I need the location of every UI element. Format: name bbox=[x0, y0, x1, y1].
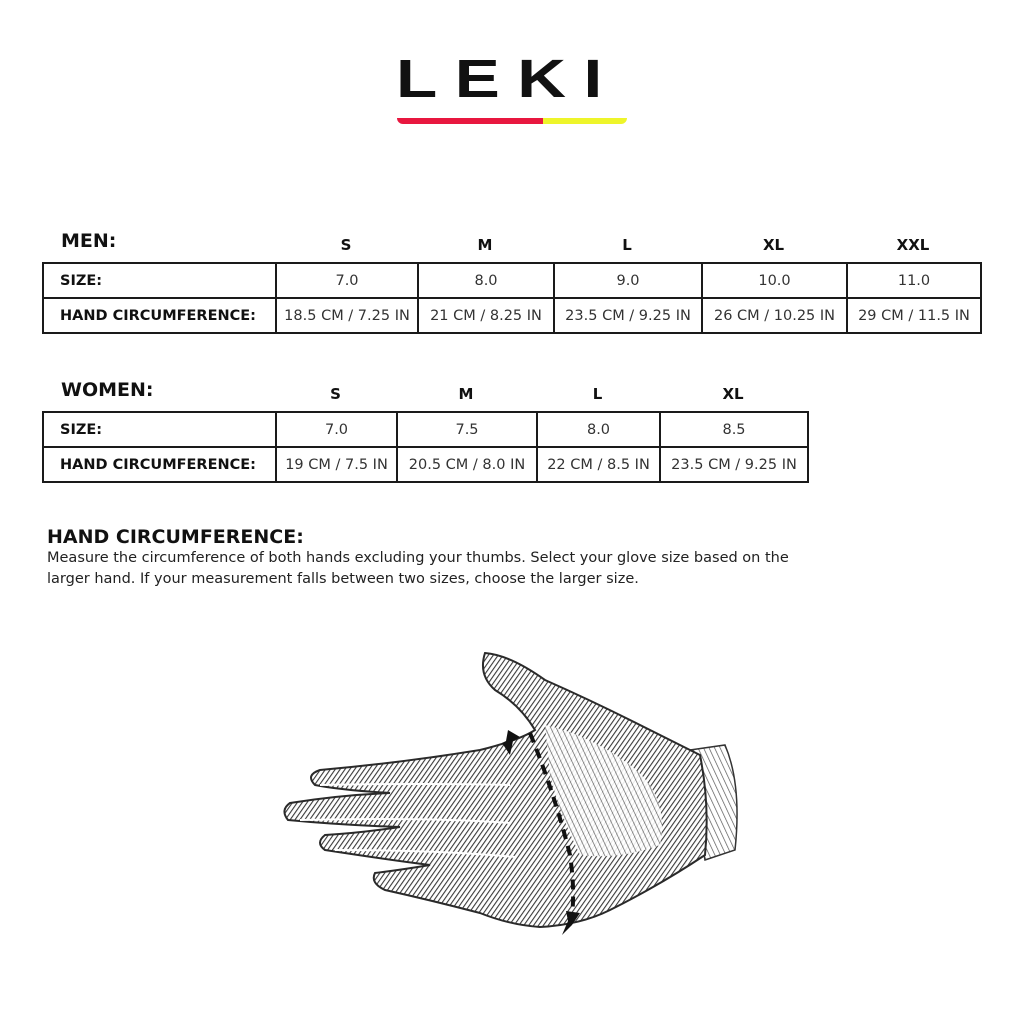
women-col-m: M bbox=[458, 385, 474, 403]
table-cell: 7.5 bbox=[397, 412, 537, 447]
table-row bbox=[43, 447, 808, 482]
table-row bbox=[43, 412, 808, 447]
table-cell: 19 CM / 7.5 IN bbox=[276, 447, 397, 482]
table-cell: 7.0 bbox=[276, 412, 397, 447]
table-cell: 11.0 bbox=[847, 263, 981, 298]
table-cell: 8.0 bbox=[537, 412, 660, 447]
table-row bbox=[43, 298, 981, 333]
table-row bbox=[43, 263, 981, 298]
men-col-xl: XL bbox=[762, 236, 785, 254]
hand-measurement-illustration bbox=[280, 645, 745, 935]
women-title: WOMEN: bbox=[61, 379, 154, 401]
women-col-xl: XL bbox=[722, 385, 744, 403]
hand-icon bbox=[280, 645, 745, 935]
men-col-xxl: XXL bbox=[896, 236, 930, 254]
logo-stripe bbox=[397, 118, 627, 124]
table-cell: 21 CM / 8.25 IN bbox=[418, 298, 554, 333]
women-col-l: L bbox=[592, 385, 603, 403]
men-title: MEN: bbox=[61, 230, 117, 252]
instructions-title: HAND CIRCUMFERENCE: bbox=[47, 526, 304, 548]
logo-stripe-yellow bbox=[543, 118, 627, 124]
men-col-s: S bbox=[340, 236, 352, 254]
row-label: SIZE: bbox=[43, 412, 276, 447]
table-cell: 18.5 CM / 7.25 IN bbox=[276, 298, 418, 333]
men-size-table bbox=[42, 262, 982, 334]
table-cell: 29 CM / 11.5 IN bbox=[847, 298, 981, 333]
logo-wordmark: LEKI bbox=[396, 49, 620, 109]
row-label: HAND CIRCUMFERENCE: bbox=[43, 298, 276, 333]
men-col-m: M bbox=[477, 236, 493, 254]
row-label: SIZE: bbox=[43, 263, 276, 298]
table-cell: 26 CM / 10.25 IN bbox=[702, 298, 847, 333]
row-label: HAND CIRCUMFERENCE: bbox=[43, 447, 276, 482]
table-cell: 23.5 CM / 9.25 IN bbox=[554, 298, 702, 333]
table-cell: 20.5 CM / 8.0 IN bbox=[397, 447, 537, 482]
table-cell: 8.5 bbox=[660, 412, 808, 447]
table-cell: 22 CM / 8.5 IN bbox=[537, 447, 660, 482]
women-size-table bbox=[42, 411, 809, 483]
men-col-l: L bbox=[622, 236, 632, 254]
instructions-text: Measure the circumference of both hands excluding your thumbs. Select your glove size based on the larger hand. If your measurement falls between two sizes, choose the larger size. bbox=[47, 550, 789, 587]
table-cell: 7.0 bbox=[276, 263, 418, 298]
women-col-s: S bbox=[330, 385, 341, 403]
table-cell: 23.5 CM / 9.25 IN bbox=[660, 447, 808, 482]
table-cell: 9.0 bbox=[554, 263, 702, 298]
table-cell: 10.0 bbox=[702, 263, 847, 298]
logo-stripe-red bbox=[397, 118, 543, 124]
table-cell: 8.0 bbox=[418, 263, 554, 298]
